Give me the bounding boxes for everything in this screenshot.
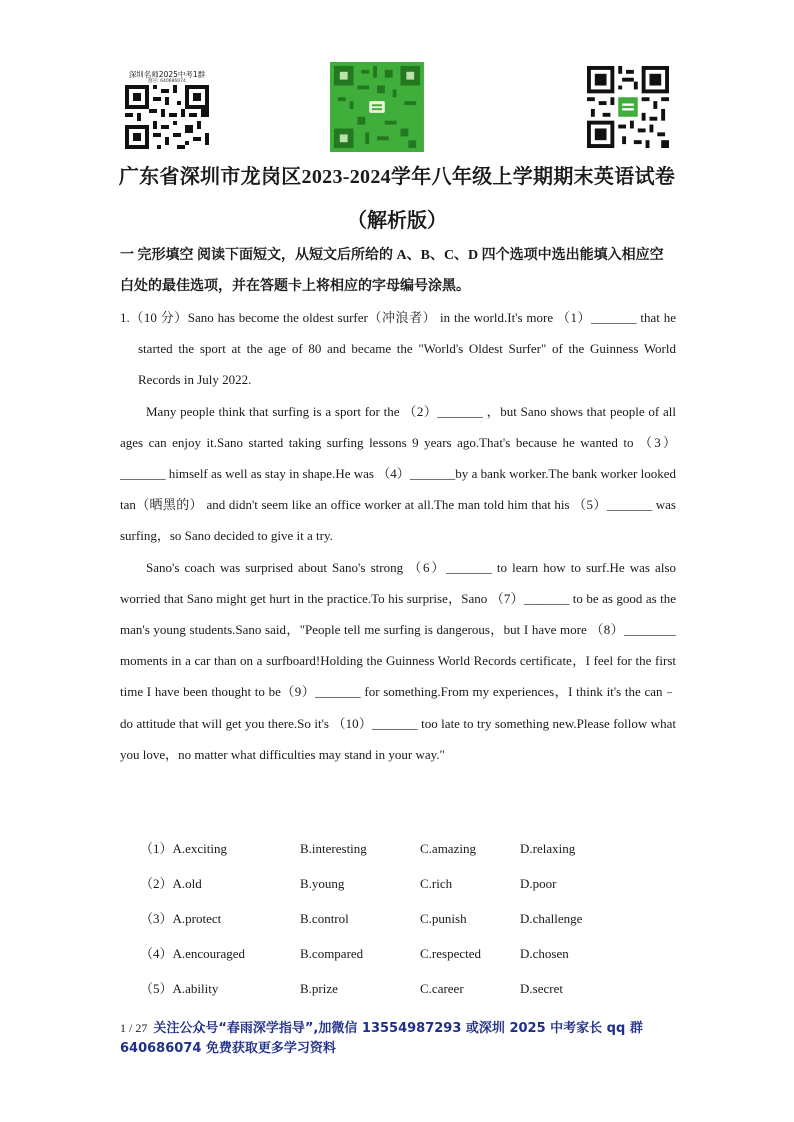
- option-a: （5）A.ability: [140, 981, 219, 996]
- qr-code-row: [0, 58, 794, 154]
- qr-subcaption: 群号: 640686074: [148, 79, 186, 84]
- option-row-5: [140, 974, 640, 1009]
- qr-code-group-left[interactable]: [124, 70, 210, 150]
- option-row-2: [140, 869, 640, 904]
- option-b: B.prize: [300, 981, 338, 996]
- option-b: B.control: [300, 911, 349, 926]
- option-b: B.young: [300, 876, 345, 891]
- option-d: D.relaxing: [520, 841, 576, 856]
- option-a: （4）A.encouraged: [140, 946, 246, 961]
- option-d: D.poor: [520, 876, 557, 891]
- option-d: D.secret: [520, 981, 563, 996]
- qr-code-icon: [124, 85, 210, 149]
- exam-title: 广东省深圳市龙岗区2023-2024学年八年级上学期期末英语试卷: [118, 166, 676, 188]
- option-a: （1）A.exciting: [140, 841, 228, 856]
- qr-code-right[interactable]: [587, 66, 669, 148]
- option-a: （2）A.old: [140, 876, 202, 891]
- page-footer: [120, 1018, 680, 1059]
- option-c: C.amazing: [420, 841, 476, 856]
- option-b: B.compared: [300, 946, 364, 961]
- answer-options: [140, 834, 640, 1009]
- option-a: （3）A.protect: [140, 911, 222, 926]
- wechat-qr-code[interactable]: [330, 62, 424, 152]
- option-row-4: [140, 939, 640, 974]
- option-d: D.chosen: [520, 946, 569, 961]
- qr-code-icon: [330, 62, 424, 152]
- qr-code-icon: [587, 66, 669, 148]
- option-c: C.respected: [420, 946, 482, 961]
- option-c: C.career: [420, 981, 464, 996]
- section-instructions: 一 完形填空 阅读下面短文，从短文后所给的 A、B、C、D 四个选项中选出能填入相应空白处的最佳选项，并在答题卡上将相应的字母编号涂黑。: [120, 248, 664, 294]
- passage-paragraph-1: 1.（10 分）Sano has become the oldest surfer（冲浪者） in the world.It's more （1）_______ that he started the sport at the age of 80 and became the "World's Oldest Surfer" of the Guinness World Records in July 2022.: [120, 310, 676, 388]
- page-number: 1 / 27: [120, 1021, 148, 1035]
- exam-subtitle: （解析版）: [347, 210, 447, 232]
- option-c: C.rich: [420, 876, 453, 891]
- footer-promo-text: 关注公众号“春雨深学指导”,加微信 13554987293 或深圳 2025 中考家长 qq 群 640686074 免费获取更多学习资料: [120, 1021, 643, 1056]
- option-c: C.punish: [420, 911, 467, 926]
- passage-paragraph-2: Many people think that surfing is a sport for the （2）_______ ，but Sano shows that people of all ages can enjoy it.Sano started taking surfing lessons 9 years ago.That's because he wanted to （3）_______ himself as well as stay in shape.He was （4）_______by a bank worker.The bank worker looked tan（晒黑的） and didn't seem like an office worker at all.The man told him that his （5）_______ was surfing，so Sano decided to give it a try.: [120, 403, 676, 544]
- option-row-3: [140, 904, 640, 939]
- passage-paragraph-3: Sano's coach was surprised about Sano's strong （6）_______ to learn how to surf.He was also worried that Sano might get hurt in the practice.To his surprise，Sano （7）_______ to be as good as the man's young students.Sano said，"People tell me surfing is dangerous，but I have more （8）________ moments in a car than on a surfboard!Holding the Guinness World Records certificate，I feel for the first time I have been thought to be（9）_______ for something.From my experiences，I think it's the can﹣do attitude that will get you there.So it's （10）_______ too late to try something new.Please follow what you love，no matter what difficulties may stand in your way.": [120, 559, 676, 762]
- cloze-passage: [120, 302, 676, 770]
- option-b: B.interesting: [300, 841, 367, 856]
- qr-caption: 深圳名师2025中考1群: [128, 70, 206, 79]
- option-d: D.challenge: [520, 911, 583, 926]
- option-row-1: [140, 834, 640, 869]
